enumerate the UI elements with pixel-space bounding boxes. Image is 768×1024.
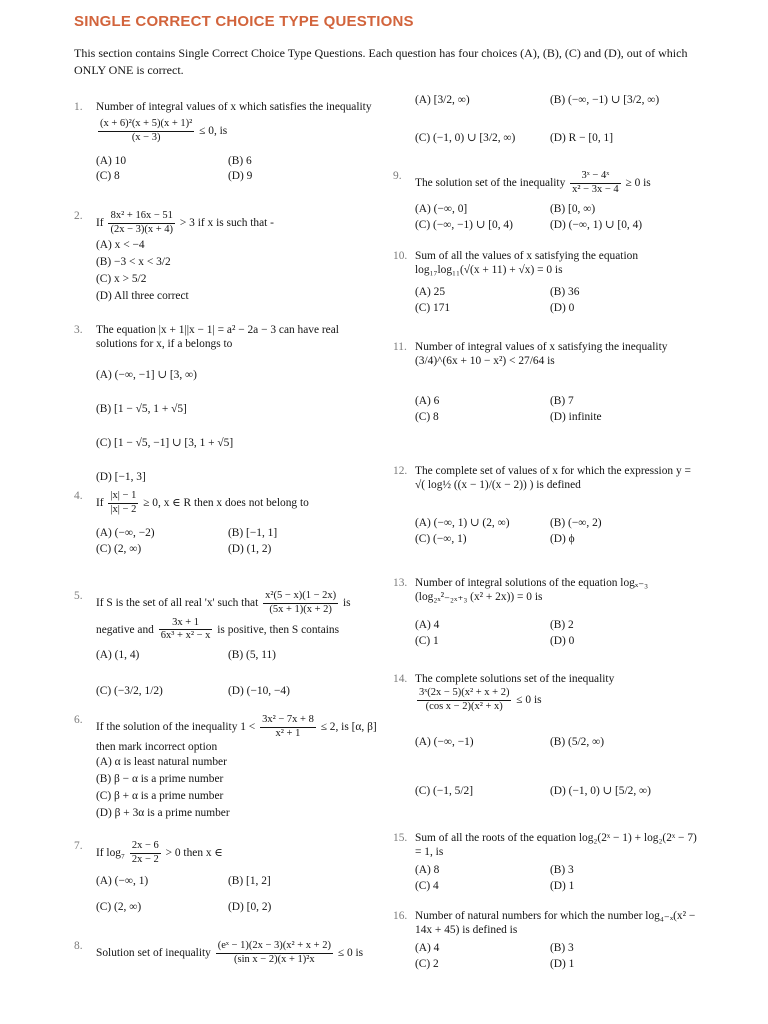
question-number: 2.	[74, 210, 83, 222]
question-4: 4. If $\frac{|x| - 1}{|x| - 2}$ ≥ 0, x ∈ R then x does not belong to (A) (−∞, −2) (B) [−1, 1] (C) (2, ∞) (D) (1, 2)	[96, 490, 386, 556]
question-12	[393, 465, 700, 547]
answer-options	[96, 875, 386, 915]
answer-options	[415, 619, 700, 649]
answer-options	[96, 527, 386, 557]
inequality-fraction: $\frac{2x - 6}{2x - 2}$	[131, 840, 159, 865]
option-c[interactable]: (C) (2, ∞)	[96, 542, 142, 555]
option-d[interactable]: (D) 0	[550, 634, 575, 647]
question-number: 14.	[393, 673, 408, 685]
option-b[interactable]: (B) 6	[228, 154, 252, 167]
option-a[interactable]: (A) 10	[96, 154, 127, 167]
option-d[interactable]: (D) (−1, 0) ∪ [5/2, ∞)	[550, 785, 651, 798]
section-title: SINGLE CORRECT CHOICE TYPE QUESTIONS	[74, 13, 414, 30]
option-b[interactable]: (B) 3	[550, 941, 574, 954]
question-15	[393, 832, 700, 894]
question-text: Number of integral values of x satisfying the inequality (3/4)^(6x + 10 − x²) < 27/64 is	[415, 341, 668, 367]
question-number: 5.	[74, 590, 83, 602]
question-number: 3.	[74, 324, 83, 336]
question-number: 16.	[393, 910, 408, 922]
answer-options	[415, 736, 700, 800]
option-d[interactable]: (D) (1, 2)	[228, 542, 272, 555]
inequality-fraction: $\frac{\text{8x² + 16x − 51}}{(2x - 3)(x + 4)}$	[110, 210, 174, 235]
question-text: Sum of all the roots of the equation log₂(2ˣ − 1) + log₂(2ˣ − 7) = 1, is	[415, 832, 697, 858]
question-number: 12.	[393, 465, 408, 477]
inequality-fraction: $\frac{\text{3x² − 7x + 8}}{\text{x² + 1}}$	[262, 714, 314, 739]
section-instructions: This section contains Single Correct Choice Type Questions. Each question has four choices (A), (B), (C) and (D), out of which ONLY ONE is correct.	[74, 46, 688, 78]
question-number: 1.	[74, 101, 83, 113]
option-b[interactable]: (B) [1 − √5, 1 + √5]	[96, 402, 187, 415]
inequality-fraction: $\frac{|x| - 1}{|x| - 2}$	[110, 490, 137, 515]
question-8: 8. Solution set of inequality $\frac{\text{(eˣ − 1)(2x − 3)(x² + x + 2)}}{\text{(sin x − 2)(x + 1)²x}}$ ≤ 0 is	[74, 940, 364, 965]
option-c[interactable]: (C) (−∞, −1) ∪ [0, 4)	[415, 218, 513, 231]
question-16	[393, 910, 700, 972]
answer-options	[96, 649, 378, 699]
answer-options	[415, 864, 700, 894]
option-d[interactable]: (D) (−∞, 1) ∪ [0, 4)	[550, 218, 643, 231]
option-c[interactable]: (C) (−3/2, 1/2)	[96, 685, 163, 698]
option-c[interactable]: (C) 1	[415, 634, 439, 647]
option-a[interactable]: (A) (1, 4)	[96, 649, 140, 662]
question-number: 4.	[74, 490, 83, 502]
question-text: The equation |x + 1||x − 1| = a² − 2a − 3 can have real solutions for x, if a belongs to	[96, 324, 339, 350]
option-a[interactable]: (A) (−∞, −2)	[96, 526, 155, 539]
option-b[interactable]: (B) [−1, 1]	[228, 526, 278, 539]
question-number: 7.	[74, 840, 83, 852]
question-number: 15.	[393, 832, 408, 844]
option-d[interactable]: (D) 1	[550, 879, 575, 892]
option-b[interactable]: (B) 3	[550, 863, 574, 876]
option-c[interactable]: (C) 8	[415, 410, 439, 423]
inequality-fraction: $\frac{\text{x²(5 − x)(1 − 2x)}}{(5x + 1)(x + 2)}$	[265, 590, 337, 615]
question-10	[393, 250, 700, 316]
option-d[interactable]: (D) 0	[550, 301, 575, 314]
option-c[interactable]: (C) [1 − √5, −1] ∪ [3, 1 + √5]	[96, 436, 234, 449]
option-d[interactable]: (D) R − [0, 1]	[550, 131, 614, 144]
positivity-fraction: $\frac{3x + 1}{\text{6x³ + x² − x}}$	[160, 616, 211, 642]
answer-options	[415, 517, 700, 547]
question-number: 9.	[393, 170, 402, 182]
question-text: The complete set of values of x for which the expression y = √( log½ ((x − 1)/(x − 2)) ) is defined	[415, 465, 691, 491]
answer-options	[96, 756, 378, 824]
question-1: 1. Number of integral values of x which satisfies the inequality $\frac{\text{(x + 6)²(x + 5)(x + 1)²}}{(x - 3)}$ ≤ 0, is (A) 10 (B) 6 (C) 8 (D) 9	[96, 101, 386, 184]
question-6: 6. If the solution of the inequality 1 < $\frac{\text{3x² − 7x + 8}}{\text{x² + 1}}$ ≤ 2, is [α, β] then mark incorrect option (A) α is least natural number (B) β − α is a prime number (C) β + α is a prime number (D) β + 3α is a prime number	[96, 714, 378, 824]
inequality-fraction: $\frac{\text{(x + 6)²(x + 5)(x + 1)²}}{(x - 3)}$	[100, 117, 193, 143]
option-a[interactable]: (A) (−∞, −1)	[415, 735, 474, 748]
option-d[interactable]: (D) 9	[228, 170, 253, 183]
question-number: 11.	[393, 341, 407, 353]
option-a[interactable]: (A) 8	[415, 863, 440, 876]
option-b[interactable]: (B) 36	[550, 285, 580, 298]
option-c[interactable]: (C) β + α is a prime number	[96, 789, 224, 802]
option-a[interactable]: (A) 6	[415, 394, 440, 407]
question-text: Sum of all the values of x satisfying the equation log₁₇log₁₁(√(x + 11) + √x) = 0 is	[415, 250, 639, 276]
question-number: 8.	[74, 940, 83, 952]
answer-options	[415, 94, 715, 146]
answer-options	[96, 155, 386, 185]
question-text: Number of natural numbers for which the number log₄₋ₓ(x² − 14x + 45) is defined is	[415, 910, 696, 936]
question-2: 2. If $\frac{\text{8x² + 16x − 51}}{(2x - 3)(x + 4)}$ > 3 if x is such that - (A) x < −4 (B) −3 < x < 3/2 (C) x > 5/2 (D) All three correct	[96, 210, 386, 307]
option-b[interactable]: (B) 2	[550, 618, 574, 631]
question-14: 14. The complete solutions set of the inequality $\frac{\text{3ˣ(2x − 5)(x² + x + 2)}}{\text{(cos x − 2)(x² + x)}}$ ≤ 0 is (A) (−∞, −1) (B) (5/2, ∞) (C) (−1, 5/2] (D) (−1, 0) ∪ [5/2, ∞)	[415, 673, 700, 799]
option-c[interactable]: (C) 8	[96, 170, 120, 183]
question-number: 10.	[393, 250, 408, 262]
option-b[interactable]: (B) (5, 11)	[228, 649, 276, 662]
option-b[interactable]: (B) 7	[550, 394, 574, 407]
option-c[interactable]: (C) (−∞, 1)	[415, 532, 467, 545]
option-b[interactable]: (B) (5/2, ∞)	[550, 735, 604, 748]
option-b[interactable]: (B) [0, ∞)	[550, 202, 596, 215]
option-c[interactable]: (C) (−1, 0) ∪ [3/2, ∞)	[415, 131, 516, 144]
question-text: Number of integral values of x which satisfies the inequality	[96, 101, 372, 113]
option-a[interactable]: (A) α is least natural number	[96, 755, 227, 768]
option-b[interactable]: (B) −3 < x < 3/2	[96, 255, 171, 268]
answer-options	[415, 942, 700, 972]
option-d[interactable]: (D) [0, 2)	[228, 900, 272, 913]
option-d[interactable]: (D) 1	[550, 957, 575, 970]
inequality-fraction: $\frac{\text{3ˣ(2x − 5)(x² + x + 2)}}{\text{(cos x − 2)(x² + x)}}$	[419, 686, 510, 712]
option-a[interactable]: (A) x < −4	[96, 238, 145, 251]
option-a[interactable]: (A) 25	[415, 285, 446, 298]
option-a[interactable]: (A) (−∞, 1)	[96, 874, 149, 887]
option-a[interactable]: (A) 4	[415, 618, 440, 631]
option-b[interactable]: (B) β − α is a prime number	[96, 772, 224, 785]
answer-options	[415, 395, 700, 425]
inequality-fraction: $\frac{\text{3ˣ − 4ˣ}}{\text{x² − 3x − 4}}$	[572, 170, 619, 195]
option-b[interactable]: (B) (−∞, −1) ∪ [3/2, ∞)	[550, 94, 660, 106]
question-number: 6.	[74, 714, 83, 726]
option-c[interactable]: (C) 2	[415, 957, 439, 970]
answer-options	[96, 239, 386, 307]
question-number: 13.	[393, 577, 408, 589]
option-d[interactable]: (D) All three correct	[96, 289, 189, 302]
answer-options	[415, 286, 700, 316]
option-b[interactable]: (B) (−∞, 2)	[550, 516, 602, 529]
option-c[interactable]: (C) (−1, 5/2]	[415, 785, 473, 798]
option-a[interactable]: (A) [3/2, ∞)	[415, 94, 470, 106]
option-c[interactable]: (C) (2, ∞)	[96, 900, 142, 913]
option-d[interactable]: (D) (−10, −4)	[228, 685, 290, 698]
option-a[interactable]: (A) (−∞, 0]	[415, 202, 468, 215]
question-5: 5. If S is the set of all real 'x' such that $\frac{\text{x²(5 − x)(1 − 2x)}}{(5x + 1)(x + 2)}$ is negative and $\frac{3x + 1}{\text{6x³ + x² − x}}$ is positive, then S contains (A) (1, 4) (B) (5, 11) (C) (−3/2, 1/2) (D) (−10, −4)	[96, 590, 378, 699]
option-a[interactable]: (A) (−∞, −1] ∪ [3, ∞)	[96, 368, 197, 381]
option-c[interactable]: (C) x > 5/2	[96, 272, 147, 285]
option-d[interactable]: (D) ϕ	[550, 532, 575, 545]
option-b[interactable]: (B) [1, 2]	[228, 874, 271, 887]
option-d[interactable]: (D) β + 3α is a prime number	[96, 806, 230, 819]
question-text: Number of integral solutions of the equation logₓ₋₃ (log₂ₓ²₋₂ₓ₊₃ (x² + 2x)) = 0 is	[415, 577, 649, 603]
question-3	[74, 324, 378, 494]
answer-options	[96, 358, 378, 494]
option-c[interactable]: (C) 171	[415, 301, 451, 314]
option-d[interactable]: (D) infinite	[550, 410, 602, 423]
question-8-options	[415, 90, 715, 146]
answer-options	[415, 203, 715, 233]
question-13	[393, 577, 700, 649]
option-c[interactable]: (C) 4	[415, 879, 439, 892]
question-9: 9. The solution set of the inequality $\frac{\text{3ˣ − 4ˣ}}{\text{x² − 3x − 4}}$ ≥ 0 is (A) (−∞, 0] (B) [0, ∞) (C) (−∞, −1) ∪ [0, 4) (D) (−∞, 1) ∪ [0, 4)	[415, 170, 715, 232]
question-11	[393, 341, 700, 425]
option-a[interactable]: (A) 4	[415, 941, 440, 954]
option-d[interactable]: (D) [−1, 3]	[96, 470, 146, 483]
option-a[interactable]: (A) (−∞, 1) ∪ (2, ∞)	[415, 516, 510, 529]
question-7: 7. If log₇ $\frac{2x - 6}{2x - 2}$ > 0 then x ∈ (A) (−∞, 1) (B) [1, 2] (C) (2, ∞) (D) [0, 2)	[96, 840, 386, 914]
inequality-fraction: $\frac{\text{(eˣ − 1)(2x − 3)(x² + x + 2)}}{\text{(sin x − 2)(x + 1)²x}}$	[217, 940, 331, 965]
